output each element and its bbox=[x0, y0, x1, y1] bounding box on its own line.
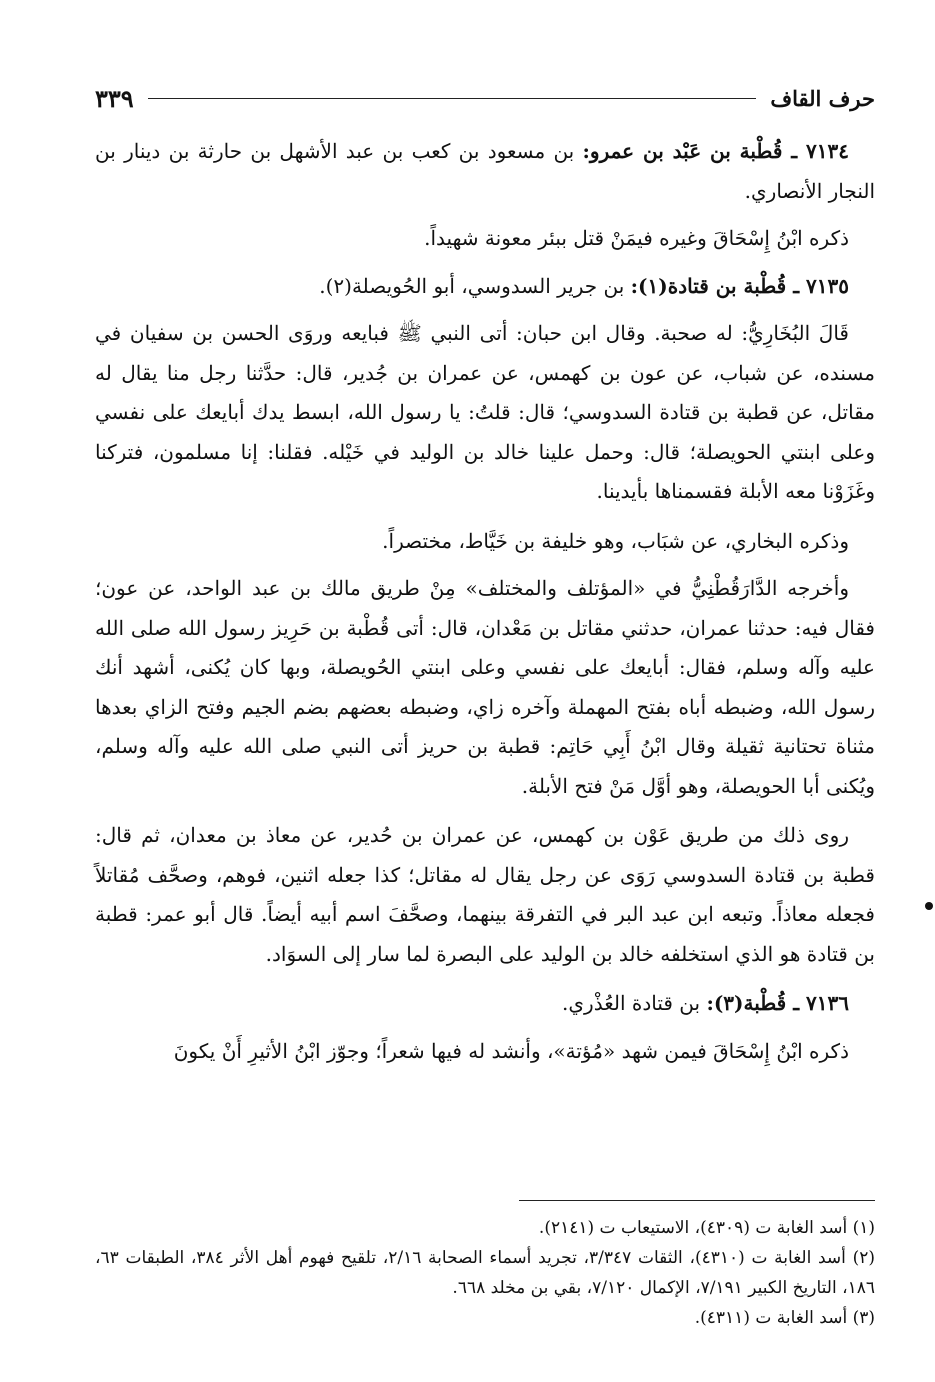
paragraph-mutah: ذكره ابْنُ إِسْحَاقَ فيمن شهد «مُؤتة»، وأنشد له فيها شعراً؛ وجوّز ابْنُ الأثيرِ أَنْ يكونَ bbox=[173, 1038, 849, 1063]
running-header bbox=[95, 78, 875, 118]
footnote-rule bbox=[519, 1200, 875, 1201]
page-number: ٣٣٩ bbox=[95, 83, 134, 113]
entry-7136 bbox=[95, 984, 875, 1024]
entry-7136-heading: ٧١٣٦ ـ قُطْبة(٣): bbox=[706, 991, 849, 1015]
footnotes bbox=[95, 1200, 875, 1333]
entry-7134-heading: ٧١٣٤ ـ قُطْبة بن عَبْد بن عمرو: bbox=[582, 139, 849, 163]
paragraph-awn-narration: روى ذلك من طريق عَوْن بن كهمس، عن عمران بن حُدير، عن معاذ بن معدان، ثم قال: قطبة بن قتادة السدوسي رَوَى عن رجل يقال له مقاتل؛ كذا جعله اثنين، فوهم، وصحَّف مُقاتلاً فجعله معاذاً. وتبعه ابن عبد البر في التفرقة بينهما، وصحَّفَ اسم أبيه أيضاً. قال أبو عمر: قطبة بن قتادة هو الذي استخلفه خالد بن الوليد على البصرة لما سار إلى السوَاد. bbox=[95, 823, 875, 966]
footnote-3: (٣) أسد الغابة ت (٤٣١١). bbox=[694, 1308, 875, 1328]
footnote-1: (١) أسد الغابة ت (٤٣٠٩)، الاستيعاب ت (٢١٤١). bbox=[538, 1218, 875, 1238]
chapter-title: حرف القاف bbox=[770, 85, 875, 111]
header-rule bbox=[148, 98, 757, 99]
paragraph-bukhari: قَالَ البُخَارِيُّ: له صحبة. وقال ابن حبان: أتى النبي ﷺ فبايعه وروَى الحسن بن سفيان في مسنده، عن شباب، عن عون بن كهمس، عن عمران بن جُدير، قال: حدَّثنا رجل منا يقال له مقاتل، عن قطبة بن قتادة السدوسي؛ قال: قلتُ: يا رسول الله، ابسط يدك أبايعك على نفسي وعلى ابنتي الحويصلة؛ قال: وحمل علينا خالد بن الوليد في خَيْله. فقلنا: إنا مسلمون، فتركنا وغَزَوْنا معه الأبلة فقسمناها بأيدينا. bbox=[95, 321, 875, 503]
entry-7134 bbox=[95, 132, 875, 211]
paragraph-bukhari-short: وذكره البخاري، عن شبَاب، وهو خليفة بن خَيَّاط، مختصراً. bbox=[382, 528, 849, 553]
scan-speck bbox=[925, 902, 933, 910]
entry-7135 bbox=[95, 267, 875, 307]
entry-7134-text: بن مسعود بن كعب بن عبد الأشهل بن حارثة بن دينار بن النجار الأنصاري. bbox=[95, 139, 875, 203]
paragraph-7134-source: ذكره ابْنُ إِسْحَاقَ وغيره فيمَنْ قتل ببئر معونة شهيداً. bbox=[424, 226, 849, 250]
entry-7136-text: بن قتادة العُذْري. bbox=[562, 991, 707, 1015]
entry-7135-heading: ٧١٣٥ ـ قُطْبة بن قتادة(١): bbox=[630, 273, 849, 298]
entry-7135-text: بن جرير السدوسي، أبو الحُويصلة(٢). bbox=[319, 273, 631, 298]
footnote-2: (٢) أسد الغابة ت (٤٣١٠)، الثقات ٣/٣٤٧، تجريد أسماء الصحابة ٢/١٦، تلقيح فهوم أهل الأثر ٣٨٤، الطبقات ٦٣، ١٨٦، التاريخ الكبير ٧/١٩١، الإكمال ٧/١٢٠، بقي بن مخلد ٦٦٨. bbox=[95, 1248, 876, 1298]
paragraph-daraqutni: وأخرجه الدَّارَقُطْنِيُّ في «المؤتلف والمختلف» مِنْ طريق مالك بن عبد الواحد، عن عون؛ فقال فيه: حدثنا عمران، حدثني مقاتل بن مَعْدان، قال: أتى قُطْبة بن حَرِيز رسول الله صلى الله عليه وآله وسلم، فقال: أبايعك على نفسي وعلى ابنتي الحُويصلة، وبها كان يُكنى، أشهد أنك رسول الله، وضبطه أباه بفتح المهملة وآخره زاي، وضبطه بعضهم بضم الجيم وفتح الزاي بعدها مثناة تحتانية ثقيلة وقال ابْنُ أَبِي حَاتِم: قطبة بن حريز أتى النبي صلى الله عليه وآله وسلم، ويُكنى أبا الحويصلة، وهو أوَّل مَنْ فتح الأبلة. bbox=[95, 576, 875, 798]
page-body bbox=[95, 78, 875, 1079]
